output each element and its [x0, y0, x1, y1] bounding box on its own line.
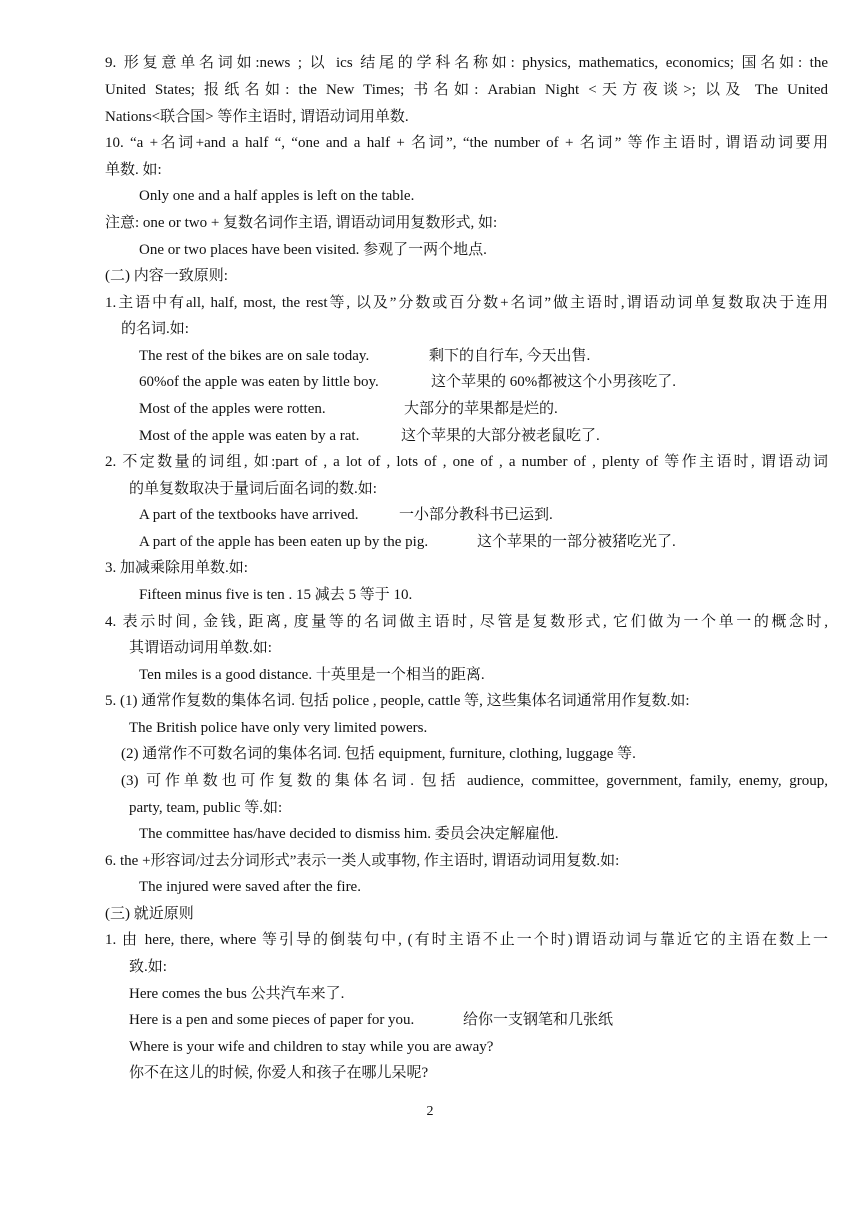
example-sentence: Where is your wife and children to stay while you are away?	[129, 1039, 494, 1055]
text-line: 单数. 如:	[105, 162, 162, 178]
text-line: 1.主语中有all, half, most, the rest等, 以及”分数或百分数+名词”做主语时,谓语动词单复数取决于连用	[105, 295, 828, 311]
text-line: 的名词.如:	[121, 321, 189, 337]
example-sentence: A part of the apple has been eaten up by the pig.	[139, 534, 429, 550]
text-line: 4. 表示时间, 金钱, 距离, 度量等的名词做主语时, 尽管是复数形式, 它们做为一个单一的概念时,	[105, 614, 828, 630]
text-line: Nations<联合国> 等作主语时, 谓语动词用单数.	[105, 109, 409, 125]
example-sentence: Ten miles is a good distance. 十英里是一个相当的距离.	[139, 667, 485, 683]
text-line: 3. 加减乘除用单数.如:	[105, 560, 248, 576]
example-translation: 一小部分教科书已运到.	[399, 507, 553, 523]
text-line: party, team, public 等.如:	[129, 800, 283, 816]
text-line: 的单复数取决于量词后面名词的数.如:	[129, 481, 377, 497]
example-sentence: One or two places have been visited. 参观了一两个地点.	[139, 242, 487, 258]
text-line: 1. 由 here, there, where 等引导的倒装句中, (有时主语不止一个时)谓语动词与靠近它的主语在数上一	[105, 932, 828, 948]
example-sentence: Most of the apples were rotten.	[139, 401, 326, 417]
example-sentence: Here comes the bus 公共汽车来了.	[129, 986, 345, 1002]
example-translation: 给你一支钢笔和几张纸	[463, 1012, 614, 1028]
example-translation: 剩下的自行车, 今天出售.	[429, 348, 591, 364]
example-sentence: The committee has/have decided to dismiss him. 委员会决定解雇他.	[139, 826, 559, 842]
text-line: 5. (1) 通常作复数的集体名词. 包括 police , people, cattle 等, 这些集体名词通常用作复数.如:	[105, 693, 690, 709]
example-sentence: A part of the textbooks have arrived.	[139, 507, 359, 523]
example-translation: 你不在这儿的时候, 你爱人和孩子在哪儿呆呢?	[129, 1065, 429, 1081]
example-translation: 这个苹果的大部分被老鼠吃了.	[401, 428, 600, 444]
section-heading: (三) 就近原则	[105, 906, 194, 922]
example-translation: 大部分的苹果都是烂的.	[404, 401, 558, 417]
section-heading: (二) 内容一致原则:	[105, 268, 228, 284]
example-sentence: The injured were saved after the fire.	[139, 879, 361, 895]
text-line: (2) 通常作不可数名词的集体名词. 包括 equipment, furniture, clothing, luggage 等.	[121, 746, 636, 762]
text-line: 2. 不定数量的词组, 如:part of , a lot of , lots of , one of , a number of , plenty of 等作主语时, 谓语动词	[105, 454, 828, 470]
example-sentence: 60%of the apple was eaten by little boy.	[139, 374, 379, 390]
text-line: 10. “a +名词+and a half “, “one and a half + 名词”, “the number of + 名词” 等作主语时, 谓语动词要用	[105, 135, 828, 151]
example-sentence: The rest of the bikes are on sale today.	[139, 348, 370, 364]
text-line: 致.如:	[129, 959, 167, 975]
example-sentence: Fifteen minus five is ten . 15 减去 5 等于 10.	[139, 587, 413, 603]
text-line: (3) 可作单数也可作复数的集体名词. 包括 audience, committee, government, family, enemy, group,	[121, 773, 828, 789]
text-line: 9. 形复意单名词如:news ; 以 ics 结尾的学科名称如: physics, mathematics, economics; 国名如: the	[105, 55, 828, 71]
example-translation: 这个苹果的一部分被猪吃光了.	[477, 534, 676, 550]
example-sentence: Most of the apple was eaten by a rat.	[139, 428, 360, 444]
text-line: 6. the +形容词/过去分词形式”表示一类人或事物, 作主语时, 谓语动词用复数.如:	[105, 853, 620, 869]
text-line: 其谓语动词用单数.如:	[129, 640, 272, 656]
example-translation: 这个苹果的 60%都被这个小男孩吃了.	[431, 374, 676, 390]
page-number: 2	[426, 1104, 434, 1119]
text-line: 注意: one or two + 复数名词作主语, 谓语动词用复数形式, 如:	[105, 215, 498, 231]
example-sentence: Only one and a half apples is left on the table.	[139, 188, 415, 204]
example-sentence: The British police have only very limited powers.	[129, 720, 428, 736]
example-sentence: Here is a pen and some pieces of paper for you.	[129, 1012, 415, 1028]
text-line: United States; 报纸名如: the New Times; 书名如: Arabian Night <天方夜谈>; 以及 The United	[105, 82, 828, 98]
